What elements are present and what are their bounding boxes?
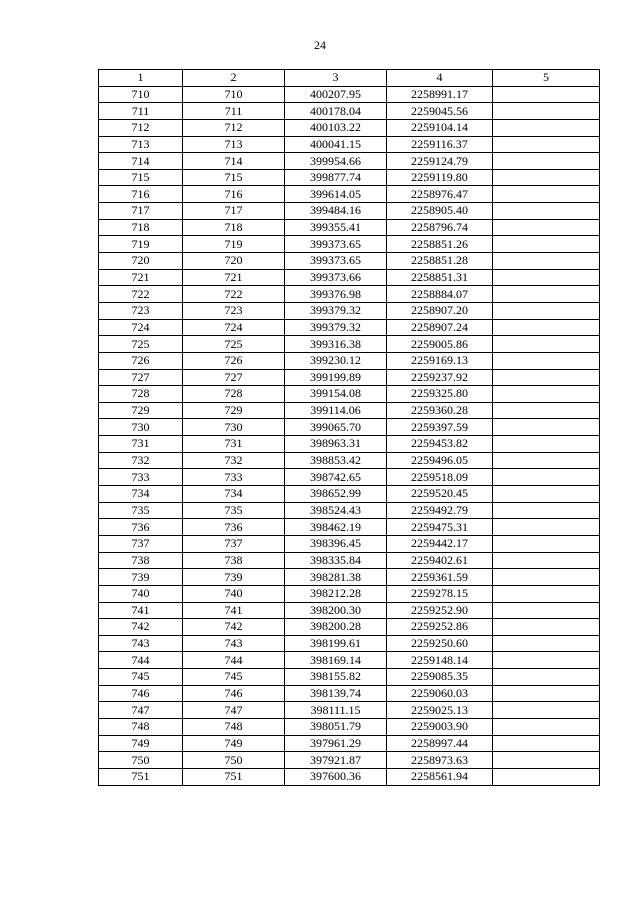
table-cell: 749 <box>183 735 285 752</box>
table-cell: 729 <box>99 402 183 419</box>
table-cell: 2259119.80 <box>387 169 493 186</box>
table-cell <box>493 336 600 353</box>
table-cell: 727 <box>183 369 285 386</box>
table-row <box>99 718 600 735</box>
table-cell: 399230.12 <box>285 352 387 369</box>
table-cell: 711 <box>99 103 183 120</box>
table-cell <box>493 502 600 519</box>
table-cell: 2259085.35 <box>387 669 493 686</box>
table-cell: 399114.06 <box>285 402 387 419</box>
table-cell: 717 <box>183 203 285 220</box>
table-cell: 713 <box>183 136 285 153</box>
table-cell: 398524.43 <box>285 502 387 519</box>
table-cell: 721 <box>99 269 183 286</box>
table-cell <box>493 619 600 636</box>
table-cell <box>493 269 600 286</box>
table-cell: 736 <box>99 519 183 536</box>
table-cell: 734 <box>183 486 285 503</box>
table-row <box>99 402 600 419</box>
table-cell: 726 <box>183 352 285 369</box>
table-cell: 2259045.56 <box>387 103 493 120</box>
table-cell: 751 <box>99 768 183 785</box>
table-cell: 397921.87 <box>285 752 387 769</box>
table-cell: 718 <box>99 219 183 236</box>
table-cell: 715 <box>183 169 285 186</box>
table-cell: 714 <box>183 153 285 170</box>
table-cell: 397961.29 <box>285 735 387 752</box>
table-cell: 739 <box>183 569 285 586</box>
table-cell <box>493 585 600 602</box>
table-row <box>99 86 600 103</box>
table-cell <box>493 669 600 686</box>
table-cell: 399154.08 <box>285 386 387 403</box>
table-cell: 742 <box>99 619 183 636</box>
table-cell <box>493 203 600 220</box>
table-cell: 751 <box>183 768 285 785</box>
table-row <box>99 552 600 569</box>
table-cell: 398853.42 <box>285 452 387 469</box>
table-cell: 742 <box>183 619 285 636</box>
table-cell: 718 <box>183 219 285 236</box>
table-cell: 725 <box>99 336 183 353</box>
table-cell: 399379.32 <box>285 319 387 336</box>
table-cell: 744 <box>99 652 183 669</box>
table-cell: 747 <box>99 702 183 719</box>
column-header: 3 <box>285 70 387 87</box>
table-cell: 2259169.13 <box>387 352 493 369</box>
table-cell: 2259520.45 <box>387 486 493 503</box>
table-cell: 2259237.92 <box>387 369 493 386</box>
coordinates-table <box>98 69 600 786</box>
table-cell: 399376.98 <box>285 286 387 303</box>
table-cell: 2259252.86 <box>387 619 493 636</box>
table-cell <box>493 569 600 586</box>
table-cell: 399954.66 <box>285 153 387 170</box>
table-cell <box>493 219 600 236</box>
table-cell: 2258851.31 <box>387 269 493 286</box>
table-cell <box>493 386 600 403</box>
table-cell: 398155.82 <box>285 669 387 686</box>
table-cell: 724 <box>99 319 183 336</box>
table-cell: 743 <box>183 635 285 652</box>
table-cell: 726 <box>99 352 183 369</box>
table-cell: 741 <box>183 602 285 619</box>
table-row <box>99 635 600 652</box>
column-header: 4 <box>387 70 493 87</box>
table-cell: 2258976.47 <box>387 186 493 203</box>
table-row <box>99 585 600 602</box>
table-cell: 398963.31 <box>285 436 387 453</box>
table-cell: 2259325.80 <box>387 386 493 403</box>
table-cell: 727 <box>99 369 183 386</box>
table-cell <box>493 286 600 303</box>
table-cell: 2258851.26 <box>387 236 493 253</box>
table-cell: 722 <box>183 286 285 303</box>
table-cell: 710 <box>99 86 183 103</box>
table-cell: 730 <box>183 419 285 436</box>
table-row <box>99 519 600 536</box>
table-cell: 734 <box>99 486 183 503</box>
table-cell: 717 <box>99 203 183 220</box>
table-row <box>99 436 600 453</box>
table-cell <box>493 319 600 336</box>
table-cell: 722 <box>99 286 183 303</box>
table-cell: 737 <box>99 535 183 552</box>
table-cell <box>493 369 600 386</box>
table-cell <box>493 253 600 270</box>
table-cell: 719 <box>183 236 285 253</box>
table-cell: 723 <box>99 302 183 319</box>
table-cell: 716 <box>183 186 285 203</box>
table-cell: 2258997.44 <box>387 735 493 752</box>
table-cell: 2259492.79 <box>387 502 493 519</box>
table-cell: 729 <box>183 402 285 419</box>
table-row <box>99 685 600 702</box>
table-row <box>99 369 600 386</box>
table-cell: 728 <box>183 386 285 403</box>
table-row <box>99 768 600 785</box>
table-row <box>99 669 600 686</box>
table-cell: 750 <box>99 752 183 769</box>
table-row <box>99 452 600 469</box>
table-cell: 735 <box>99 502 183 519</box>
table-row <box>99 219 600 236</box>
table-cell: 737 <box>183 535 285 552</box>
table-row <box>99 386 600 403</box>
table-cell: 2258907.24 <box>387 319 493 336</box>
table-cell <box>493 352 600 369</box>
table-row <box>99 486 600 503</box>
table-cell: 725 <box>183 336 285 353</box>
table-cell: 746 <box>183 685 285 702</box>
table-cell: 399614.05 <box>285 186 387 203</box>
table-cell: 712 <box>183 119 285 136</box>
table-row <box>99 469 600 486</box>
column-header: 2 <box>183 70 285 87</box>
table-row <box>99 419 600 436</box>
table-cell: 398200.28 <box>285 619 387 636</box>
table-cell <box>493 302 600 319</box>
table-cell: 2259250.60 <box>387 635 493 652</box>
table-cell: 398396.45 <box>285 535 387 552</box>
table-row <box>99 752 600 769</box>
table-row <box>99 619 600 636</box>
table-row <box>99 103 600 120</box>
table-cell: 2259397.59 <box>387 419 493 436</box>
table-cell: 399373.65 <box>285 253 387 270</box>
table-row <box>99 186 600 203</box>
table-cell: 2258884.07 <box>387 286 493 303</box>
table-cell: 398462.19 <box>285 519 387 536</box>
table-cell: 399065.70 <box>285 419 387 436</box>
page-number: 24 <box>314 38 326 52</box>
table-cell: 398281.38 <box>285 569 387 586</box>
table-row <box>99 119 600 136</box>
table-body <box>99 86 600 785</box>
table-cell: 400103.22 <box>285 119 387 136</box>
table-cell: 719 <box>99 236 183 253</box>
table-cell: 2258796.74 <box>387 219 493 236</box>
table-cell: 732 <box>99 452 183 469</box>
table-cell: 733 <box>99 469 183 486</box>
table-cell: 739 <box>99 569 183 586</box>
table-cell <box>493 752 600 769</box>
table-cell: 738 <box>183 552 285 569</box>
table-cell: 398169.14 <box>285 652 387 669</box>
table-cell <box>493 419 600 436</box>
table-cell: 398199.61 <box>285 635 387 652</box>
table-cell <box>493 602 600 619</box>
table-cell: 2258561.94 <box>387 768 493 785</box>
table-cell <box>493 652 600 669</box>
table-cell: 2259442.17 <box>387 535 493 552</box>
table-cell: 745 <box>183 669 285 686</box>
table-cell <box>493 635 600 652</box>
table-cell: 733 <box>183 469 285 486</box>
table-cell: 710 <box>183 86 285 103</box>
table-cell: 2258905.40 <box>387 203 493 220</box>
table-cell: 746 <box>99 685 183 702</box>
table-cell: 2259496.05 <box>387 452 493 469</box>
table-cell: 2259252.90 <box>387 602 493 619</box>
table-row <box>99 319 600 336</box>
table-cell: 713 <box>99 136 183 153</box>
table-cell <box>493 685 600 702</box>
table-cell: 399877.74 <box>285 169 387 186</box>
table-row <box>99 136 600 153</box>
table-row <box>99 169 600 186</box>
table-cell <box>493 236 600 253</box>
table-cell: 736 <box>183 519 285 536</box>
table-cell <box>493 169 600 186</box>
table-cell: 2259453.82 <box>387 436 493 453</box>
table-cell: 398051.79 <box>285 718 387 735</box>
table-cell: 2259278.15 <box>387 585 493 602</box>
table-cell: 2259518.09 <box>387 469 493 486</box>
table-cell: 724 <box>183 319 285 336</box>
column-header: 5 <box>493 70 600 87</box>
table-cell: 2258991.17 <box>387 86 493 103</box>
table-cell: 398652.99 <box>285 486 387 503</box>
table-row <box>99 502 600 519</box>
table-cell: 2259475.31 <box>387 519 493 536</box>
table-cell: 400178.04 <box>285 103 387 120</box>
table-cell <box>493 702 600 719</box>
table-row <box>99 735 600 752</box>
table-cell: 740 <box>99 585 183 602</box>
table-cell: 744 <box>183 652 285 669</box>
table-cell <box>493 402 600 419</box>
table-cell <box>493 486 600 503</box>
table-cell: 748 <box>99 718 183 735</box>
table-cell: 399379.32 <box>285 302 387 319</box>
table-cell <box>493 153 600 170</box>
table-cell: 712 <box>99 119 183 136</box>
table-cell: 741 <box>99 602 183 619</box>
table-row <box>99 535 600 552</box>
table-cell <box>493 552 600 569</box>
table-cell: 398742.65 <box>285 469 387 486</box>
table-cell: 399316.38 <box>285 336 387 353</box>
table-cell: 397600.36 <box>285 768 387 785</box>
table-cell <box>493 103 600 120</box>
table-row <box>99 253 600 270</box>
table-row <box>99 569 600 586</box>
table-cell: 399373.66 <box>285 269 387 286</box>
table-row <box>99 336 600 353</box>
table-cell: 731 <box>99 436 183 453</box>
table-cell: 740 <box>183 585 285 602</box>
table-cell: 398139.74 <box>285 685 387 702</box>
table-row <box>99 352 600 369</box>
column-header: 1 <box>99 70 183 87</box>
table-cell: 399355.41 <box>285 219 387 236</box>
table-cell: 399199.89 <box>285 369 387 386</box>
table-row <box>99 702 600 719</box>
table-cell: 2259003.90 <box>387 718 493 735</box>
table-row <box>99 236 600 253</box>
table-cell: 723 <box>183 302 285 319</box>
table-cell: 720 <box>183 253 285 270</box>
table-cell: 398111.15 <box>285 702 387 719</box>
table-cell: 399373.65 <box>285 236 387 253</box>
table-cell: 728 <box>99 386 183 403</box>
table-cell: 400207.95 <box>285 86 387 103</box>
table-cell <box>493 535 600 552</box>
table-cell: 732 <box>183 452 285 469</box>
table-cell: 2258907.20 <box>387 302 493 319</box>
table-row <box>99 652 600 669</box>
table-cell: 398200.30 <box>285 602 387 619</box>
table-cell <box>493 119 600 136</box>
table-cell: 2259402.61 <box>387 552 493 569</box>
table-cell <box>493 519 600 536</box>
table-cell: 400041.15 <box>285 136 387 153</box>
table-cell: 731 <box>183 436 285 453</box>
table-row <box>99 286 600 303</box>
table-cell: 2258851.28 <box>387 253 493 270</box>
table-cell <box>493 469 600 486</box>
table-header-row <box>99 70 600 87</box>
table-cell: 743 <box>99 635 183 652</box>
table-cell: 2259104.14 <box>387 119 493 136</box>
table-cell: 2258973.63 <box>387 752 493 769</box>
table-cell: 399484.16 <box>285 203 387 220</box>
table-cell: 721 <box>183 269 285 286</box>
table-cell: 2259116.37 <box>387 136 493 153</box>
table-cell <box>493 86 600 103</box>
table-cell: 745 <box>99 669 183 686</box>
table-cell: 748 <box>183 718 285 735</box>
table-cell: 747 <box>183 702 285 719</box>
table-cell: 2259124.79 <box>387 153 493 170</box>
table-cell <box>493 136 600 153</box>
table-cell <box>493 452 600 469</box>
table-cell: 398212.28 <box>285 585 387 602</box>
table-cell: 738 <box>99 552 183 569</box>
table-cell: 2259060.03 <box>387 685 493 702</box>
table-cell: 750 <box>183 752 285 769</box>
table-cell: 711 <box>183 103 285 120</box>
table-cell: 715 <box>99 169 183 186</box>
table-cell <box>493 768 600 785</box>
table-cell: 2259360.28 <box>387 402 493 419</box>
table-cell: 2259148.14 <box>387 652 493 669</box>
table-cell <box>493 186 600 203</box>
table-row <box>99 602 600 619</box>
table-cell: 720 <box>99 253 183 270</box>
table-row <box>99 269 600 286</box>
table-cell: 735 <box>183 502 285 519</box>
table-cell: 2259361.59 <box>387 569 493 586</box>
table-cell: 398335.84 <box>285 552 387 569</box>
table-row <box>99 302 600 319</box>
table-cell: 730 <box>99 419 183 436</box>
table-cell <box>493 735 600 752</box>
table-row <box>99 203 600 220</box>
table-cell: 716 <box>99 186 183 203</box>
table-cell: 714 <box>99 153 183 170</box>
table-cell <box>493 718 600 735</box>
table-row <box>99 153 600 170</box>
table-cell: 2259025.13 <box>387 702 493 719</box>
table-cell: 2259005.86 <box>387 336 493 353</box>
table-cell: 749 <box>99 735 183 752</box>
table-cell <box>493 436 600 453</box>
